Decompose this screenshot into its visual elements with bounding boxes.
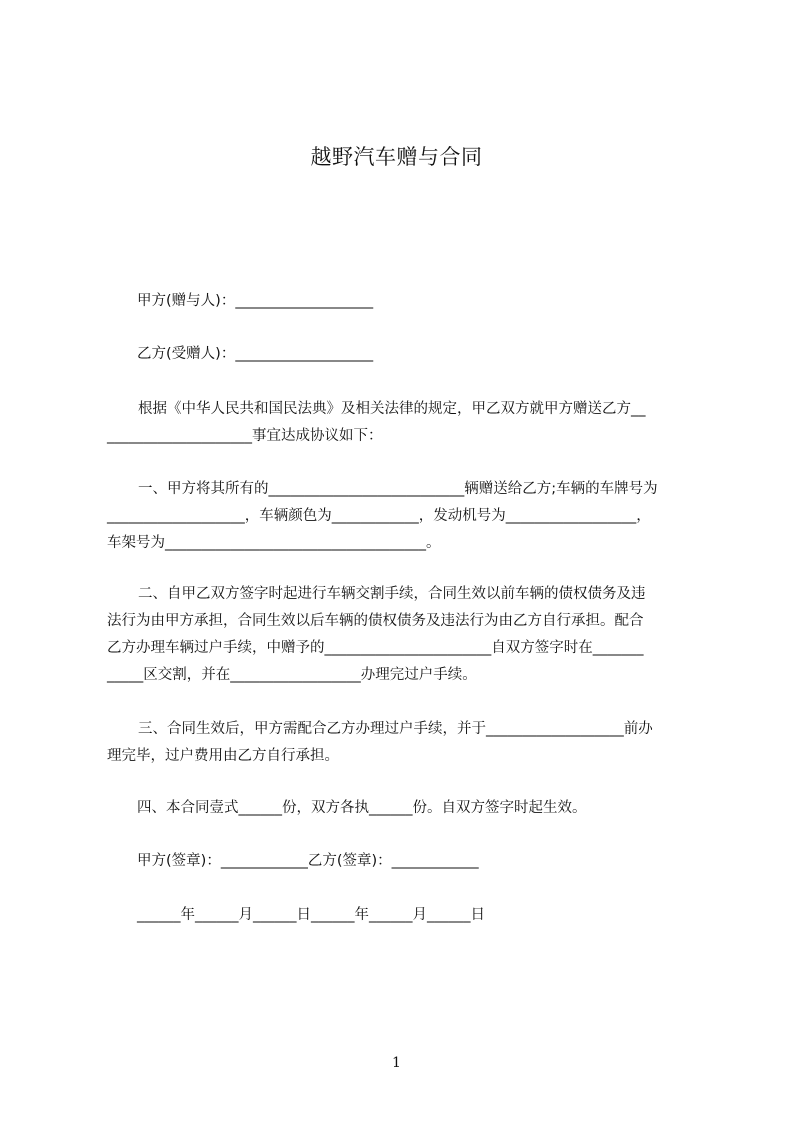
clause-1-line-3: 车架号为____________________________________。 bbox=[107, 535, 441, 551]
clause-4-line: 四、本合同壹式______份，双方各执______份。自双方签字时起生效。 bbox=[137, 800, 587, 816]
clause-1-line-1: 一、甲方将其所有的___________________________辆赠送给乙方;车辆的车牌号为 bbox=[138, 481, 658, 497]
party-a-line: 甲方(赠与人)：___________________ bbox=[137, 293, 374, 309]
clause-1-line-2: ___________________，车辆颜色为____________，发动机号为__________________， bbox=[107, 508, 651, 524]
signature-line: 甲方(签章)：____________乙方(签章)：____________ bbox=[137, 853, 479, 869]
page-number: 1 bbox=[392, 1055, 401, 1071]
party-b-line: 乙方(受赠人)：___________________ bbox=[137, 346, 374, 362]
preamble-line-2: ____________________事宜达成协议如下： bbox=[107, 428, 383, 444]
date-line: ______年______月______日______年______月______日 bbox=[137, 907, 485, 923]
clause-3-line-2: 理完毕，过户费用由乙方自行承担。 bbox=[107, 748, 339, 764]
clause-2-line-2: 法行为由甲方承担，合同生效以后车辆的债权债务及违法行为由乙方自行承担。配合 bbox=[107, 613, 644, 629]
clause-3-line-1: 三、合同生效后，甲方需配合乙方办理过户手续，并于___________________前办 bbox=[138, 721, 653, 737]
clause-2-line-4: _____区交割，并在__________________办理完过户手续。 bbox=[107, 667, 477, 683]
preamble-line-1: 根据《中华人民共和国民法典》及相关法律的规定，甲乙双方就甲方赠送乙方__ bbox=[138, 401, 646, 417]
clause-2-line-1: 二、自甲乙双方签字时起进行车辆交割手续，合同生效以前车辆的债权债务及违 bbox=[138, 586, 646, 602]
clause-2-line-3: 乙方办理车辆过户手续，中赠予的_______________________自双方签字时在_______ bbox=[107, 640, 644, 656]
document-title: 越野汽车赠与合同 bbox=[310, 145, 483, 169]
